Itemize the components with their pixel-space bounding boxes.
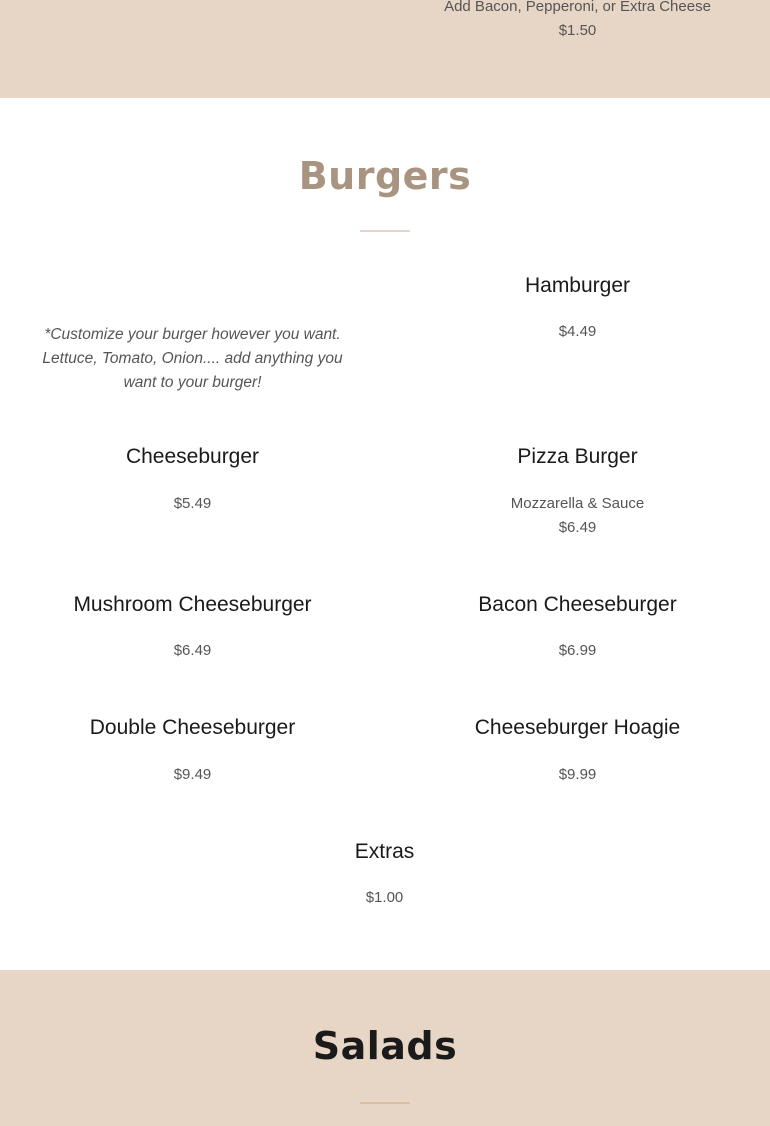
section-divider	[360, 230, 410, 232]
item-price: $4.49	[558, 323, 597, 340]
item-price: $1.50	[558, 22, 597, 39]
item-description: Add Bacon, Pepperoni, or Extra Cheese	[444, 0, 711, 15]
menu-item-bacon-cheeseburger	[385, 591, 770, 663]
item-name: Extras	[354, 840, 415, 863]
item-name: Hamburger	[524, 274, 631, 297]
menu-item-hamburger	[385, 272, 770, 344]
item-price: $6.99	[558, 642, 597, 659]
menu-item-cheeseburger	[0, 443, 385, 516]
menu-item-mushroom-cheeseburger	[0, 591, 385, 663]
item-name: Cheeseburger	[125, 445, 260, 468]
item-price: $1.00	[365, 889, 404, 906]
menu-item-pizza-burger	[385, 443, 770, 540]
item-price: $6.49	[173, 642, 212, 659]
menu-item-cheeseburger-hoagie	[385, 714, 770, 787]
section-title-burgers: Burgers	[298, 154, 472, 198]
item-description: Mozzarella & Sauce	[510, 495, 645, 512]
item-name: Cheeseburger Hoagie	[474, 716, 681, 739]
item-price: $9.49	[173, 766, 212, 783]
previous-section-band	[0, 0, 770, 98]
item-price: $9.99	[558, 766, 597, 783]
menu-item-double-cheeseburger	[0, 714, 385, 787]
section-divider	[360, 1102, 410, 1104]
item-name: Mushroom Cheeseburger	[73, 593, 312, 616]
item-price: $6.49	[558, 519, 597, 536]
item-name: Pizza Burger	[517, 445, 638, 468]
item-price: $5.49	[173, 495, 212, 512]
item-name: Double Cheeseburger	[89, 716, 296, 739]
menu-item-extras	[192, 838, 577, 910]
item-name: Bacon Cheeseburger	[478, 593, 677, 616]
section-title-salads: Salads	[312, 1024, 458, 1068]
customize-note: *Customize your burger however you want. Lettuce, Tomato, Onion.... add anything you want to your burger!	[42, 326, 343, 391]
